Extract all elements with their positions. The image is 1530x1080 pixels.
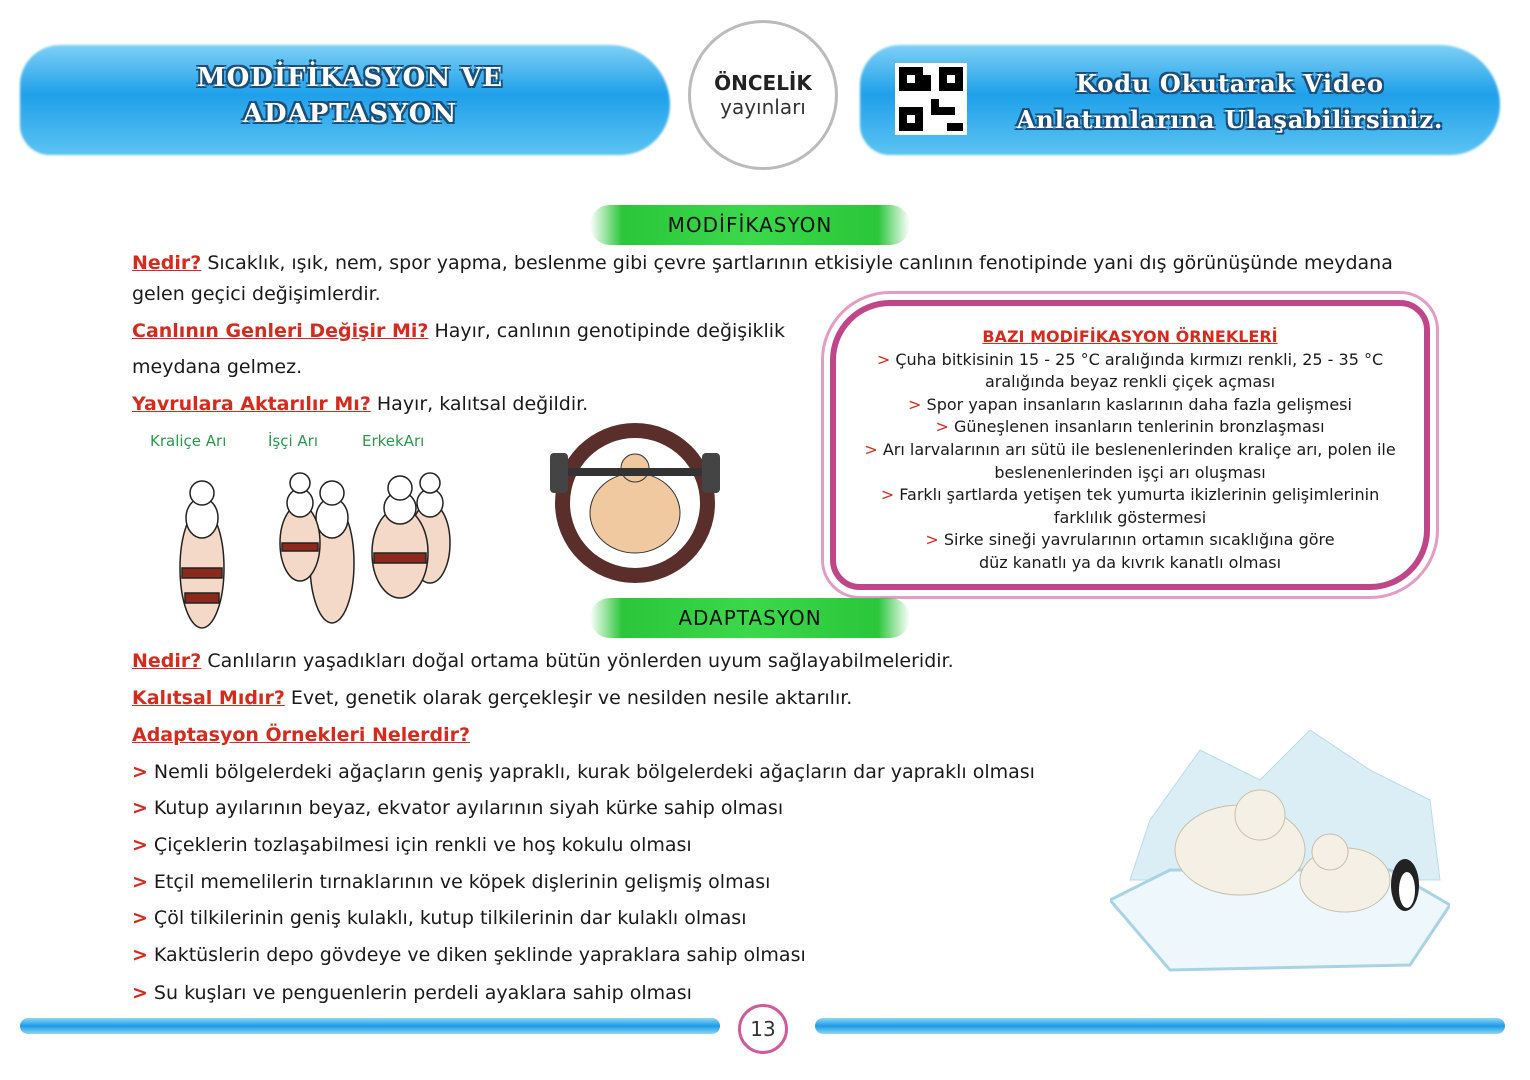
adaptation-example: [132, 870, 770, 894]
bee-label-queen: Kraliçe Arı: [150, 432, 227, 450]
answer-text: Hayır, kalıtsal değildir.: [370, 393, 589, 415]
example-item: [840, 439, 1420, 462]
example-text: Spor yapan insanların kaslarının daha fazla gelişmesi: [926, 394, 1352, 414]
arrow-icon: >: [925, 530, 944, 550]
adp-q3: [132, 723, 470, 747]
example-text: düz kanatlı ya da kıvrık kanatlı olması: [978, 552, 1282, 572]
bee-label-drone: ErkekArı: [362, 432, 425, 450]
arrow-icon: >: [876, 349, 896, 369]
question-label: Kalıtsal Mıdır?: [132, 687, 285, 709]
example-item: [840, 416, 1420, 439]
question-label: Adaptasyon Örnekleri Nelerdir?: [132, 724, 471, 746]
examples-box-title: BAZI MODİFİKASYON ÖRNEKLERİ: [982, 327, 1278, 346]
example-text: beslenenlerinden işçi arı oluşması: [994, 462, 1266, 482]
adp-q2: [132, 686, 852, 710]
arrow-icon: >: [132, 761, 148, 783]
arrow-icon: >: [935, 417, 954, 437]
page-title: [150, 60, 550, 132]
question-label: Nedir?: [132, 650, 202, 672]
title-line-2: ADAPTASYON: [242, 99, 458, 129]
question-label: Canlının Genleri Değişir Mi?: [132, 320, 429, 342]
adaptation-example: [132, 943, 806, 967]
question-label: Yavrulara Aktarılır Mı?: [132, 393, 371, 415]
example-text: Su kuşları ve penguenlerin perdeli ayaklara sahip olması: [153, 982, 692, 1004]
example-item: [840, 484, 1420, 507]
footer-line-right: [815, 1018, 1505, 1034]
arrow-icon: >: [132, 871, 148, 893]
answer-text: meydana gelmez.: [132, 356, 303, 378]
arrow-icon: >: [132, 834, 148, 856]
qr-code-icon: [899, 67, 963, 131]
polar-bears-illustration: [1110, 730, 1450, 980]
example-text: Sirke sineği yavrularının ortamın sıcaklığına göre: [943, 530, 1335, 550]
logo-subtext: yayınları: [720, 95, 806, 119]
example-item: [840, 349, 1420, 372]
page-number: 13: [750, 1017, 776, 1041]
answer-text: Canlıların yaşadıkları doğal ortama bütün yönlerden uyum sağlayabilmeleridir.: [201, 650, 954, 672]
page-number-badge: [738, 1004, 788, 1054]
heading-text: MODİFİKASYON: [667, 213, 833, 237]
publisher-logo: [688, 20, 838, 170]
modification-examples-box: [840, 326, 1420, 575]
example-item: [840, 394, 1420, 417]
example-text: Farklı şartlarda yetişen tek yumurta ikizlerinin gelişimlerinin: [899, 485, 1380, 505]
mod-q1: [132, 251, 1393, 275]
arrow-icon: >: [908, 394, 927, 414]
example-text: Kaktüslerin depo gövdeye ve diken şeklinde yapraklara sahip olması: [153, 944, 806, 966]
qr-caption-line-1: Kodu Okutarak Video: [1075, 69, 1385, 98]
example-text: Çöl tilkilerinin geniş kulaklı, kutup tilkilerinin dar kulaklı olması: [153, 907, 747, 929]
section-heading-modifikasyon: [590, 205, 910, 245]
qr-code[interactable]: [895, 63, 967, 135]
example-text: Çiçeklerin tozlaşabilmesi için renkli ve hoş kokulu olması: [153, 834, 692, 856]
bee-label-worker: İşçi Arı: [268, 432, 319, 450]
mod-q3: [132, 392, 588, 416]
adaptation-example: [132, 760, 1035, 784]
arrow-icon: >: [132, 982, 148, 1004]
section-heading-adaptasyon: [590, 598, 910, 638]
example-text: Nemli bölgelerdeki ağaçların geniş yapraklı, kurak bölgelerdeki ağaçların dar yapraklı olması: [153, 761, 1035, 783]
adp-q1: [132, 649, 954, 673]
adaptation-example: [132, 906, 746, 930]
arrow-icon: >: [132, 797, 148, 819]
bodybuilder-illustration: [550, 418, 720, 588]
qr-caption-line-2: Anlatımlarına Ulaşabilirsiniz.: [1016, 105, 1444, 134]
example-text: Kutup ayılarının beyaz, ekvator ayılarının siyah kürke sahip olması: [153, 797, 784, 819]
example-text: aralığında beyaz renkli çiçek açması: [984, 372, 1276, 392]
arrow-icon: >: [132, 944, 148, 966]
adaptation-example: [132, 796, 783, 820]
answer-text: Sıcaklık, ışık, nem, spor yapma, beslenme gibi çevre şartlarının etkisiyle canlının fenotipinde yani dış görünüşünde meydana: [201, 252, 1393, 274]
mod-q2: [132, 319, 785, 343]
adaptation-example: [132, 981, 692, 1005]
example-text: Etçil memelilerin tırnaklarının ve köpek dişlerinin gelişmiş olması: [153, 871, 771, 893]
answer-text: Evet, genetik olarak gerçekleşir ve nesilden nesile aktarılır.: [284, 687, 853, 709]
question-label: Nedir?: [132, 252, 202, 274]
example-text: Arı larvalarının arı sütü ile beslenenlerinden kraliçe arı, polen ile: [882, 439, 1396, 459]
example-text: Çuha bitkisinin 15 - 25 °C aralığında kırmızı renkli, 25 - 35 °C: [895, 349, 1384, 369]
title-line-1: MODİFİKASYON VE: [196, 63, 504, 93]
footer-line-left: [20, 1018, 720, 1034]
arrow-icon: >: [132, 907, 148, 929]
answer-text: Hayır, canlının genotipinde değişiklik: [428, 320, 786, 342]
qr-caption: [980, 66, 1480, 138]
arrow-icon: >: [880, 485, 900, 505]
bee-figures: [130, 458, 470, 638]
answer-text: gelen geçici değişimlerdir.: [132, 283, 381, 305]
example-text: Güneşlenen insanların tenlerinin bronzlaşması: [953, 417, 1325, 437]
adaptation-example: [132, 833, 692, 857]
heading-text: ADAPTASYON: [678, 606, 822, 630]
arrow-icon: >: [864, 439, 883, 459]
example-text: farklılık göstermesi: [1053, 507, 1207, 527]
logo-text: ÖNCELİK: [714, 71, 812, 95]
example-item: [840, 529, 1420, 552]
